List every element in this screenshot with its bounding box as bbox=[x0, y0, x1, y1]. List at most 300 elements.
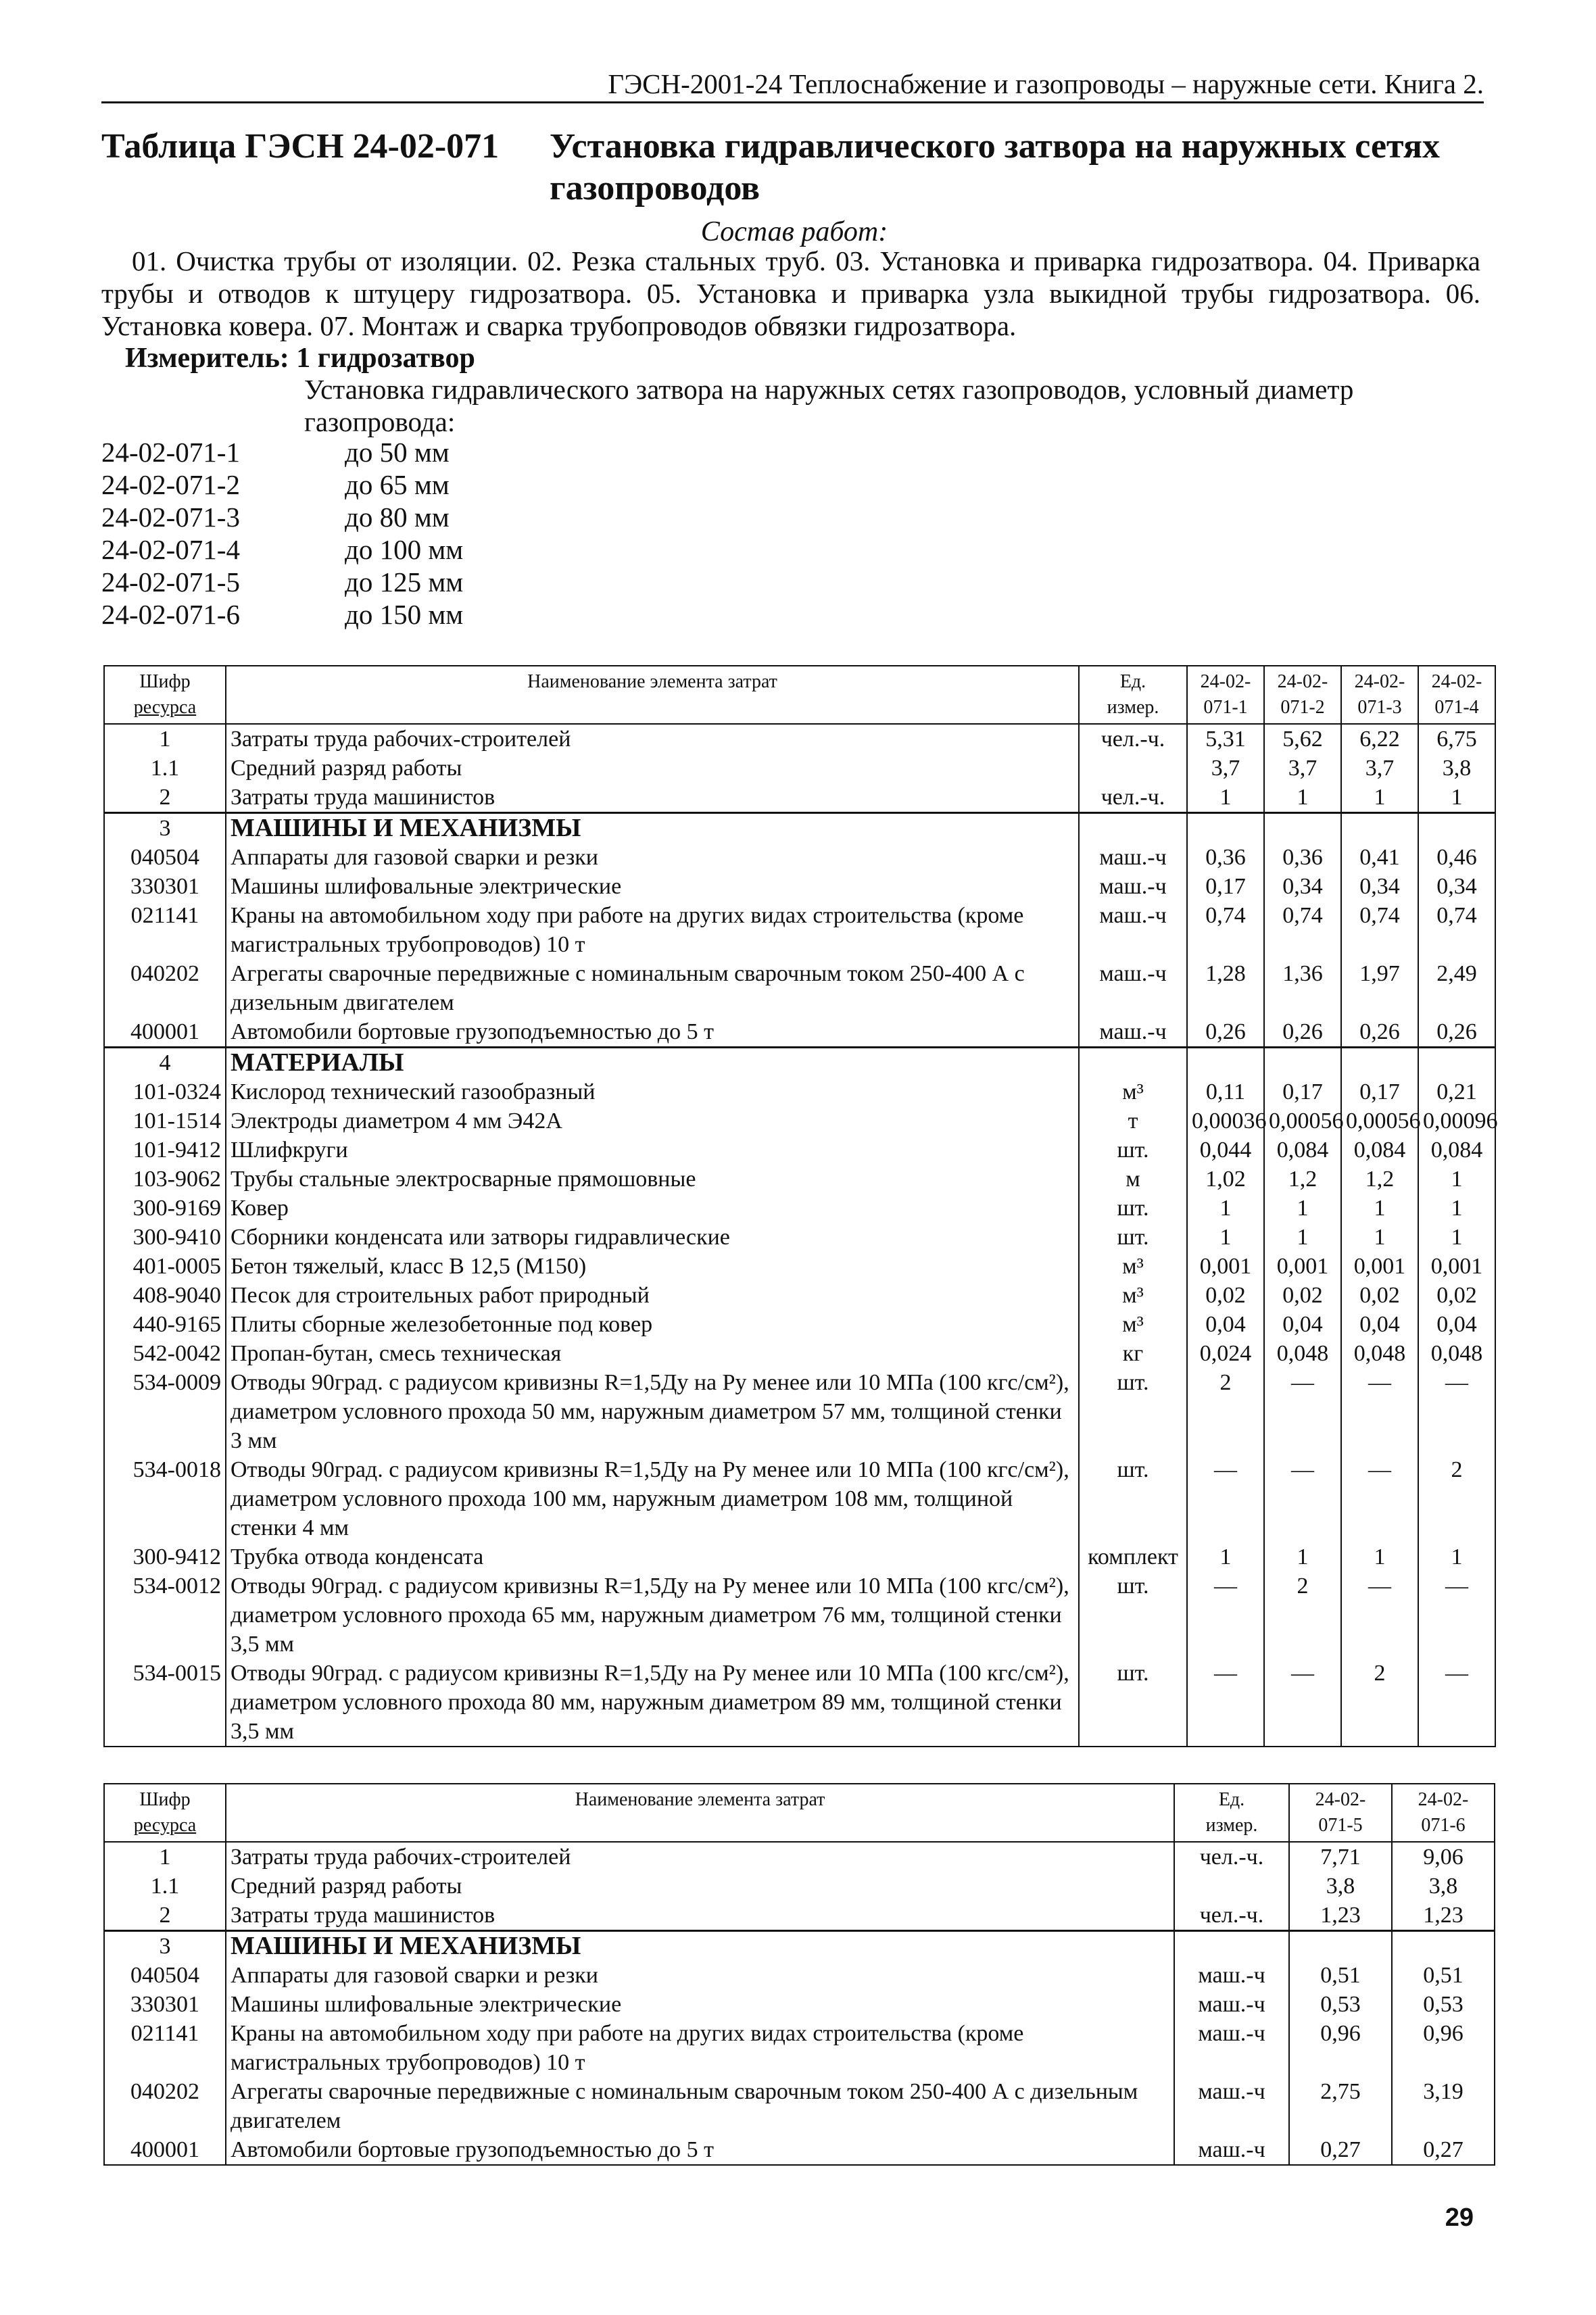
table-row bbox=[104, 2077, 1495, 2135]
resource-value: 0,084 bbox=[1264, 1136, 1341, 1165]
resource-code: 440-9165 bbox=[104, 1310, 226, 1339]
table-row bbox=[104, 1455, 1495, 1542]
header-col-line1: 24-02- bbox=[1418, 1789, 1469, 1810]
resource-value bbox=[1264, 813, 1341, 844]
resource-value: 0,00036 bbox=[1187, 1106, 1264, 1136]
resource-value: 3,8 bbox=[1392, 1872, 1495, 1901]
table-row bbox=[104, 1571, 1495, 1659]
resource-name: Ковер bbox=[226, 1194, 1079, 1223]
resource-value: 7,71 bbox=[1289, 1842, 1392, 1872]
resource-name: Затраты труда рабочих-строителей bbox=[226, 1842, 1174, 1872]
resource-unit: м bbox=[1079, 1165, 1187, 1194]
header-col-line1: 24-02- bbox=[1431, 671, 1482, 692]
resource-value: 0,27 bbox=[1392, 2135, 1495, 2165]
resource-value: 0,17 bbox=[1187, 872, 1264, 901]
resource-value: 0,001 bbox=[1264, 1252, 1341, 1281]
resource-name: Отводы 90град. с радиусом кривизны R=1,5Ду на Ру менее или 10 МПа (100 кгс/см²), диаметром условного прохода 80 мм, наружным диаметром 89 мм, толщиной стенки 3,5 мм bbox=[226, 1659, 1079, 1747]
resource-unit bbox=[1079, 1048, 1187, 1078]
resource-unit: шт. bbox=[1079, 1571, 1187, 1659]
resource-value: 0,04 bbox=[1187, 1310, 1264, 1339]
variant-code: 24-02-071-4 bbox=[101, 534, 240, 565]
resource-code: 400001 bbox=[104, 1017, 226, 1048]
table-body bbox=[104, 1842, 1495, 2165]
resource-value: 3,8 bbox=[1289, 1872, 1392, 1901]
resource-value: 0,001 bbox=[1187, 1252, 1264, 1281]
resource-code: 1.1 bbox=[104, 754, 226, 783]
resource-value: — bbox=[1418, 1368, 1495, 1455]
resource-code: 1 bbox=[104, 724, 226, 754]
table-row bbox=[104, 1106, 1495, 1136]
resource-value bbox=[1418, 813, 1495, 844]
resource-code: 534-0018 bbox=[104, 1455, 226, 1542]
resource-value: 0,36 bbox=[1264, 843, 1341, 872]
resource-code: 300-9412 bbox=[104, 1542, 226, 1571]
resource-code: 534-0015 bbox=[104, 1659, 226, 1747]
variant-code: 24-02-071-5 bbox=[101, 566, 240, 598]
resource-code: 2 bbox=[104, 1901, 226, 1931]
resource-value: 1 bbox=[1341, 783, 1418, 813]
table-row bbox=[104, 959, 1495, 1017]
resource-name: МАШИНЫ И МЕХАНИЗМЫ bbox=[226, 1931, 1174, 1961]
resource-value: 0,96 bbox=[1289, 2019, 1392, 2077]
header-col-071-1 bbox=[1187, 666, 1264, 724]
resource-name: Краны на автомобильном ходу при работе на других видах строительства (кроме магистральных трубопроводов) 10 т bbox=[226, 2019, 1174, 2077]
resource-name: Аппараты для газовой сварки и резки bbox=[226, 1961, 1174, 1990]
resource-name: Песок для строительных работ природный bbox=[226, 1281, 1079, 1310]
table-header-row bbox=[104, 666, 1495, 724]
resource-code: 534-0012 bbox=[104, 1571, 226, 1659]
header-unit-line1: Ед. bbox=[1119, 671, 1146, 692]
header-unit bbox=[1174, 1784, 1289, 1842]
variant-code: 24-02-071-1 bbox=[101, 437, 240, 468]
page-number: 29 bbox=[1445, 2203, 1474, 2232]
resource-code: 330301 bbox=[104, 872, 226, 901]
measure-unit: Измеритель: 1 гидрозатвор bbox=[125, 343, 475, 374]
resource-name: Средний разряд работы bbox=[226, 1872, 1174, 1901]
resource-value: 1 bbox=[1187, 1223, 1264, 1252]
variant-row bbox=[101, 436, 642, 468]
resource-name: Плиты сборные железобетонные под ковер bbox=[226, 1310, 1079, 1339]
resource-value: 0,26 bbox=[1418, 1017, 1495, 1048]
variant-desc: до 150 мм bbox=[345, 599, 464, 630]
resource-value: — bbox=[1264, 1659, 1341, 1747]
resource-value: 0,02 bbox=[1418, 1281, 1495, 1310]
resource-unit: маш.-ч bbox=[1174, 1961, 1289, 1990]
resource-code: 300-9410 bbox=[104, 1223, 226, 1252]
resource-name: Трубы стальные электросварные прямошовные bbox=[226, 1165, 1079, 1194]
resource-value: 1,97 bbox=[1341, 959, 1418, 1017]
resource-unit: м³ bbox=[1079, 1077, 1187, 1106]
resource-value: 0,02 bbox=[1264, 1281, 1341, 1310]
header-unit bbox=[1079, 666, 1187, 724]
resource-value: 1 bbox=[1187, 1194, 1264, 1223]
table-row bbox=[104, 1842, 1495, 1872]
variant-row bbox=[101, 566, 642, 598]
resource-table-2 bbox=[103, 1783, 1495, 2166]
header-col-071-3 bbox=[1341, 666, 1418, 724]
resource-value: 0,27 bbox=[1289, 2135, 1392, 2165]
header-col-line2: 071-4 bbox=[1434, 697, 1479, 718]
resource-value: 1,2 bbox=[1264, 1165, 1341, 1194]
table-row bbox=[104, 843, 1495, 872]
resource-value: 0,74 bbox=[1187, 901, 1264, 959]
resource-value: 1 bbox=[1341, 1223, 1418, 1252]
resource-code: 401-0005 bbox=[104, 1252, 226, 1281]
table-row bbox=[104, 1223, 1495, 1252]
resource-value: 0,21 bbox=[1418, 1077, 1495, 1106]
header-code-line1: Шифр bbox=[139, 671, 191, 692]
resource-unit: чел.-ч. bbox=[1174, 1842, 1289, 1872]
resource-value: 1 bbox=[1418, 1223, 1495, 1252]
resource-value: 0,36 bbox=[1187, 843, 1264, 872]
table-row bbox=[104, 1048, 1495, 1078]
resource-value: 0,048 bbox=[1418, 1339, 1495, 1368]
resource-value: — bbox=[1341, 1455, 1418, 1542]
resource-name: Затраты труда машинистов bbox=[226, 1901, 1174, 1931]
resource-unit: маш.-ч bbox=[1079, 901, 1187, 959]
resource-value: 0,96 bbox=[1392, 2019, 1495, 2077]
resource-value bbox=[1187, 1048, 1264, 1078]
resource-unit: м³ bbox=[1079, 1281, 1187, 1310]
running-head: ГЭСН-2001-24 Теплоснабжение и газопроводы – наружные сети. Книга 2. bbox=[101, 68, 1484, 103]
resource-value: 1,28 bbox=[1187, 959, 1264, 1017]
resource-code: 1 bbox=[104, 1842, 226, 1872]
header-col-071-5 bbox=[1289, 1784, 1392, 1842]
resource-name: Отводы 90град. с радиусом кривизны R=1,5Ду на Ру менее или 10 МПа (100 кгс/см²), диаметром условного прохода 50 мм, наружным диаметром 57 мм, толщиной стенки 3 мм bbox=[226, 1368, 1079, 1455]
table-row bbox=[104, 2019, 1495, 2077]
resource-value: 0,53 bbox=[1392, 1990, 1495, 2019]
resource-name: Пропан-бутан, смесь техническая bbox=[226, 1339, 1079, 1368]
resource-value: 0,048 bbox=[1341, 1339, 1418, 1368]
table-row bbox=[104, 1194, 1495, 1223]
resource-value: 0,74 bbox=[1418, 901, 1495, 959]
resource-value: 5,62 bbox=[1264, 724, 1341, 754]
resource-name: МАШИНЫ И МЕХАНИЗМЫ bbox=[226, 813, 1079, 844]
resource-name: Шлифкруги bbox=[226, 1136, 1079, 1165]
resource-name: Краны на автомобильном ходу при работе на других видах строительства (кроме магистральных трубопроводов) 10 т bbox=[226, 901, 1079, 959]
resource-value: — bbox=[1418, 1571, 1495, 1659]
resource-value: 1,36 bbox=[1264, 959, 1341, 1017]
resource-value: 0,084 bbox=[1341, 1136, 1418, 1165]
resource-value: — bbox=[1187, 1455, 1264, 1542]
resource-value: 1 bbox=[1264, 1223, 1341, 1252]
resource-name: Бетон тяжелый, класс В 12,5 (М150) bbox=[226, 1252, 1079, 1281]
resource-unit: шт. bbox=[1079, 1194, 1187, 1223]
resource-value: 3,7 bbox=[1341, 754, 1418, 783]
resource-value: 0,46 bbox=[1418, 843, 1495, 872]
resource-code: 101-0324 bbox=[104, 1077, 226, 1106]
header-col-line1: 24-02- bbox=[1354, 671, 1405, 692]
resource-value: 3,7 bbox=[1264, 754, 1341, 783]
header-col-line2: 071-2 bbox=[1280, 697, 1325, 718]
variant-code: 24-02-071-2 bbox=[101, 469, 240, 500]
resource-name: Сборники конденсата или затворы гидравлические bbox=[226, 1223, 1079, 1252]
resource-name: Затраты труда машинистов bbox=[226, 783, 1079, 813]
resource-value: 0,02 bbox=[1341, 1281, 1418, 1310]
variant-row bbox=[101, 598, 642, 631]
table-row bbox=[104, 1872, 1495, 1901]
resource-value: 0,34 bbox=[1418, 872, 1495, 901]
composition-text: 01. Очистка трубы от изоляции. 02. Резка стальных труб. 03. Установка и приварка гидрозатвора. 04. Приварка трубы и отводов к штуцеру гидрозатвора. 05. Установка и приварка узла выкидной трубы гидрозатвора. 06. Установка ковера. 07. Монтаж и сварка трубопроводов обвязки гидрозатвора. bbox=[101, 245, 1480, 341]
table-row bbox=[104, 872, 1495, 901]
resource-value bbox=[1341, 813, 1418, 844]
resource-value bbox=[1289, 1931, 1392, 1961]
resource-value: 6,22 bbox=[1341, 724, 1418, 754]
resource-unit: комплект bbox=[1079, 1542, 1187, 1571]
resource-name: МАТЕРИАЛЫ bbox=[226, 1048, 1079, 1078]
resource-value: 1 bbox=[1264, 1542, 1341, 1571]
resource-value: 2 bbox=[1187, 1368, 1264, 1455]
header-code-line2: ресурса bbox=[133, 1815, 197, 1836]
header-col-line1: 24-02- bbox=[1315, 1789, 1366, 1810]
resource-code: 3 bbox=[104, 1931, 226, 1961]
resource-value: 1 bbox=[1341, 1542, 1418, 1571]
resource-value: 0,04 bbox=[1341, 1310, 1418, 1339]
table-row bbox=[104, 1136, 1495, 1165]
resource-value: 0,04 bbox=[1264, 1310, 1341, 1339]
resource-code: 101-9412 bbox=[104, 1136, 226, 1165]
table-row bbox=[104, 1252, 1495, 1281]
resource-value: 2 bbox=[1341, 1659, 1418, 1747]
resource-value: 3,7 bbox=[1187, 754, 1264, 783]
resource-value: 1 bbox=[1418, 783, 1495, 813]
variant-desc: до 100 мм bbox=[345, 534, 464, 565]
table-row bbox=[104, 1659, 1495, 1747]
resource-value: 0,17 bbox=[1341, 1077, 1418, 1106]
table-row bbox=[104, 1165, 1495, 1194]
header-name: Наименование элемента затрат bbox=[226, 1784, 1174, 1842]
table-header-row bbox=[104, 1784, 1495, 1842]
table-row bbox=[104, 724, 1495, 754]
resource-value: 0,00056 bbox=[1341, 1106, 1418, 1136]
resource-value: 0,26 bbox=[1264, 1017, 1341, 1048]
resource-value bbox=[1341, 1048, 1418, 1078]
resource-name: Отводы 90град. с радиусом кривизны R=1,5Ду на Ру менее или 10 МПа (100 кгс/см²), диаметром условного прохода 100 мм, наружным диаметром 108 мм, толщиной стенки 4 мм bbox=[226, 1455, 1079, 1542]
resource-value: 1 bbox=[1418, 1542, 1495, 1571]
resource-value: 0,001 bbox=[1418, 1252, 1495, 1281]
variant-desc: до 50 мм bbox=[345, 437, 450, 468]
resource-unit: чел.-ч. bbox=[1174, 1901, 1289, 1931]
resource-value: 0,34 bbox=[1341, 872, 1418, 901]
resource-unit: маш.-ч bbox=[1079, 843, 1187, 872]
resource-name: Агрегаты сварочные передвижные с номинальным сварочным током 250-400 А с дизельным двигателем bbox=[226, 2077, 1174, 2135]
resource-code: 103-9062 bbox=[104, 1165, 226, 1194]
resource-code: 040202 bbox=[104, 2077, 226, 2135]
resource-unit bbox=[1174, 1872, 1289, 1901]
resource-name: Кислород технический газообразный bbox=[226, 1077, 1079, 1106]
resource-unit: маш.-ч bbox=[1079, 959, 1187, 1017]
resource-value bbox=[1187, 813, 1264, 844]
header-col-line2: 071-1 bbox=[1203, 697, 1248, 718]
resource-value: 1 bbox=[1187, 783, 1264, 813]
table-row bbox=[104, 1077, 1495, 1106]
resource-unit: м³ bbox=[1079, 1310, 1187, 1339]
resource-value: 0,11 bbox=[1187, 1077, 1264, 1106]
resource-value: 0,17 bbox=[1264, 1077, 1341, 1106]
table-row bbox=[104, 1931, 1495, 1961]
resource-code: 4 bbox=[104, 1048, 226, 1078]
table-row bbox=[104, 1901, 1495, 1931]
resource-value: 1,23 bbox=[1289, 1901, 1392, 1931]
variants-list bbox=[101, 436, 642, 631]
table-row bbox=[104, 783, 1495, 813]
header-col-line2: 071-6 bbox=[1421, 1815, 1466, 1836]
table-row bbox=[104, 901, 1495, 959]
variant-desc: до 65 мм bbox=[345, 469, 450, 500]
resource-value: 1 bbox=[1418, 1194, 1495, 1223]
resource-name: Трубка отвода конденсата bbox=[226, 1542, 1079, 1571]
resource-value: 9,06 bbox=[1392, 1842, 1495, 1872]
table-row bbox=[104, 754, 1495, 783]
resource-value: 2,75 bbox=[1289, 2077, 1392, 2135]
table-title: Установка гидравлического затвора на наружных сетях газопроводов bbox=[550, 127, 1441, 208]
resource-unit: маш.-ч bbox=[1079, 872, 1187, 901]
resource-value: 0,41 bbox=[1341, 843, 1418, 872]
resource-value bbox=[1264, 1048, 1341, 1078]
resource-code: 040504 bbox=[104, 843, 226, 872]
resource-value: 1 bbox=[1418, 1165, 1495, 1194]
table-row bbox=[104, 1017, 1495, 1048]
variant-desc: до 80 мм bbox=[345, 502, 450, 533]
variant-row bbox=[101, 533, 642, 566]
resource-code: 101-1514 bbox=[104, 1106, 226, 1136]
resource-value: 0,74 bbox=[1264, 901, 1341, 959]
resource-value: 0,00056 bbox=[1264, 1106, 1341, 1136]
resource-value bbox=[1392, 1931, 1495, 1961]
variant-row bbox=[101, 468, 642, 501]
resource-value: — bbox=[1264, 1455, 1341, 1542]
resource-code: 542-0042 bbox=[104, 1339, 226, 1368]
header-col-line2: 071-3 bbox=[1357, 697, 1402, 718]
resource-unit: т bbox=[1079, 1106, 1187, 1136]
resource-value: 0,02 bbox=[1187, 1281, 1264, 1310]
resource-name: Автомобили бортовые грузоподъемностью до 5 т bbox=[226, 1017, 1079, 1048]
resource-unit: маш.-ч bbox=[1079, 1017, 1187, 1048]
variant-code: 24-02-071-3 bbox=[101, 502, 240, 533]
resource-value bbox=[1418, 1048, 1495, 1078]
resource-value: 0,74 bbox=[1341, 901, 1418, 959]
header-unit-line1: Ед. bbox=[1218, 1789, 1245, 1810]
resource-name: Агрегаты сварочные передвижные с номинальным сварочным током 250-400 А с дизельным двигателем bbox=[226, 959, 1079, 1017]
table-row bbox=[104, 1310, 1495, 1339]
resource-value: 1,2 bbox=[1341, 1165, 1418, 1194]
resource-value: 2,49 bbox=[1418, 959, 1495, 1017]
resource-unit bbox=[1174, 1931, 1289, 1961]
resource-unit: м³ bbox=[1079, 1252, 1187, 1281]
header-code bbox=[104, 1784, 226, 1842]
resource-code: 534-0009 bbox=[104, 1368, 226, 1455]
table-id: Таблица ГЭСН 24-02-071 bbox=[101, 127, 500, 166]
resource-value: 0,084 bbox=[1418, 1136, 1495, 1165]
header-col-line1: 24-02- bbox=[1200, 671, 1251, 692]
header-unit-line2: измер. bbox=[1205, 1815, 1258, 1836]
header-col-line1: 24-02- bbox=[1277, 671, 1328, 692]
table-row bbox=[104, 2135, 1495, 2165]
resource-name: Машины шлифовальные электрические bbox=[226, 872, 1079, 901]
resource-unit: маш.-ч bbox=[1174, 2019, 1289, 2077]
resource-value: — bbox=[1187, 1571, 1264, 1659]
variants-intro: Установка гидравлического затвора на наружных сетях газопроводов, условный диаметр газопровода: bbox=[304, 374, 1354, 437]
resource-value: 2 bbox=[1418, 1455, 1495, 1542]
composition-label: Состав работ: bbox=[700, 216, 888, 247]
resource-value: — bbox=[1341, 1368, 1418, 1455]
resource-unit: маш.-ч bbox=[1174, 1990, 1289, 2019]
resource-value: 0,26 bbox=[1341, 1017, 1418, 1048]
resource-value: 0,53 bbox=[1289, 1990, 1392, 2019]
resource-value: 0,26 bbox=[1187, 1017, 1264, 1048]
resource-value: 0,00096 bbox=[1418, 1106, 1495, 1136]
resource-value: 1 bbox=[1264, 1194, 1341, 1223]
resource-code: 021141 bbox=[104, 2019, 226, 2077]
resource-value: 0,51 bbox=[1392, 1961, 1495, 1990]
resource-code: 330301 bbox=[104, 1990, 226, 2019]
table-row bbox=[104, 1961, 1495, 1990]
table-row bbox=[104, 813, 1495, 844]
resource-code: 400001 bbox=[104, 2135, 226, 2165]
resource-unit: кг bbox=[1079, 1339, 1187, 1368]
resource-name: Электроды диаметром 4 мм Э42А bbox=[226, 1106, 1079, 1136]
resource-value: 0,001 bbox=[1341, 1252, 1418, 1281]
header-name: Наименование элемента затрат bbox=[226, 666, 1079, 724]
header-col-071-2 bbox=[1264, 666, 1341, 724]
table-row bbox=[104, 1542, 1495, 1571]
resource-value: 1 bbox=[1341, 1194, 1418, 1223]
resource-value: 6,75 bbox=[1418, 724, 1495, 754]
table-row bbox=[104, 1339, 1495, 1368]
resource-code: 040504 bbox=[104, 1961, 226, 1990]
table-body bbox=[104, 724, 1498, 1747]
variant-row bbox=[101, 501, 642, 533]
resource-unit: маш.-ч bbox=[1174, 2135, 1289, 2165]
variant-desc: до 125 мм bbox=[345, 566, 464, 598]
resource-name: Отводы 90град. с радиусом кривизны R=1,5Ду на Ру менее или 10 МПа (100 кгс/см²), диаметром условного прохода 65 мм, наружным диаметром 76 мм, толщиной стенки 3,5 мм bbox=[226, 1571, 1079, 1659]
resource-unit: чел.-ч. bbox=[1079, 783, 1187, 813]
resource-code: 300-9169 bbox=[104, 1194, 226, 1223]
resource-value: 1 bbox=[1187, 1542, 1264, 1571]
resource-value: 5,31 bbox=[1187, 724, 1264, 754]
resource-value: — bbox=[1264, 1368, 1341, 1455]
resource-value: — bbox=[1341, 1571, 1418, 1659]
resource-value: — bbox=[1187, 1659, 1264, 1747]
header-code-line1: Шифр bbox=[139, 1789, 191, 1810]
resource-value: 1,23 bbox=[1392, 1901, 1495, 1931]
resource-name: Затраты труда рабочих-строителей bbox=[226, 724, 1079, 754]
resource-name: Аппараты для газовой сварки и резки bbox=[226, 843, 1079, 872]
resource-value: 3,8 bbox=[1418, 754, 1495, 783]
resource-unit: шт. bbox=[1079, 1223, 1187, 1252]
resource-value: 1 bbox=[1264, 783, 1341, 813]
table-row bbox=[104, 1368, 1495, 1455]
resource-code: 2 bbox=[104, 783, 226, 813]
resource-name: Автомобили бортовые грузоподъемностью до 5 т bbox=[226, 2135, 1174, 2165]
resource-value: 0,048 bbox=[1264, 1339, 1341, 1368]
resource-unit: шт. bbox=[1079, 1136, 1187, 1165]
header-col-line2: 071-5 bbox=[1318, 1815, 1363, 1836]
resource-value: 0,34 bbox=[1264, 872, 1341, 901]
variant-code: 24-02-071-6 bbox=[101, 599, 240, 630]
header-col-071-4 bbox=[1418, 666, 1495, 724]
resource-unit: шт. bbox=[1079, 1368, 1187, 1455]
resource-value: 0,51 bbox=[1289, 1961, 1392, 1990]
resource-value: 1,02 bbox=[1187, 1165, 1264, 1194]
table-row bbox=[104, 1990, 1495, 2019]
resource-name: Машины шлифовальные электрические bbox=[226, 1990, 1174, 2019]
header-unit-line2: измер. bbox=[1107, 697, 1159, 718]
resource-code: 408-9040 bbox=[104, 1281, 226, 1310]
resource-code: 021141 bbox=[104, 901, 226, 959]
resource-code: 040202 bbox=[104, 959, 226, 1017]
resource-unit: чел.-ч. bbox=[1079, 724, 1187, 754]
